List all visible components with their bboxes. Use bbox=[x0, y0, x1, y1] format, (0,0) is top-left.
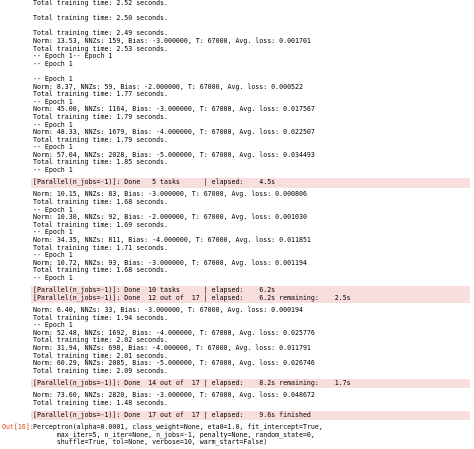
output-line: Norm: 45.00, NNZs: 1164, Bias: -3.000000, T: 67000, Avg. loss: 0.017567 bbox=[33, 105, 315, 114]
stdout-output bbox=[33, 307, 474, 375]
output-line: -- Epoch 1 bbox=[33, 59, 73, 68]
output-line: Total training time: 2.09 seconds. bbox=[33, 366, 168, 375]
output-line: Norm: 73.60, NNZs: 2820, Bias: -3.000000, T: 67000, Avg. loss: 0.048672 bbox=[33, 391, 315, 400]
output-line: -- Epoch 1 bbox=[33, 321, 73, 330]
output-line: -- Epoch 1 bbox=[33, 251, 73, 260]
out-prompt: Out[16]: bbox=[2, 423, 34, 432]
output-line: Total training time: 2.53 seconds. bbox=[33, 44, 168, 53]
output-line bbox=[33, 68, 474, 76]
output-line: -- Epoch 1 bbox=[33, 228, 73, 237]
output-line: Total training time: 1.77 seconds. bbox=[33, 90, 168, 99]
output-line: Total training time: 2.50 seconds. bbox=[33, 14, 168, 23]
stderr-output bbox=[31, 178, 470, 188]
output-line: Norm: 34.35, NNZs: 811, Bias: -4.000000, T: 67000, Avg. loss: 0.011851 bbox=[33, 236, 311, 244]
stdout-output bbox=[33, 191, 474, 282]
output-line: Norm: 8.37, NNZs: 59, Bias: -2.000000, T: 67000, Avg. loss: 0.000522 bbox=[33, 82, 303, 91]
output-line: -- Epoch 1 bbox=[33, 205, 73, 214]
output-line: Norm: 10.15, NNZs: 83, Bias: -3.000000, T: 67000, Avg. loss: 0.000806 bbox=[33, 190, 307, 199]
output-line: Total training time: 1.48 seconds. bbox=[33, 398, 168, 407]
stdout-output bbox=[33, 392, 474, 407]
output-line: -- Epoch 1 bbox=[33, 120, 73, 129]
output-line: Total training time: 2.49 seconds. bbox=[33, 29, 168, 38]
output-line: Total training time: 1.79 seconds. bbox=[33, 135, 168, 144]
stderr-output bbox=[31, 286, 470, 303]
output-line: Norm: 31.94, NNZs: 698, Bias: -4.000000, T: 67000, Avg. loss: 0.011791 bbox=[33, 343, 311, 352]
stderr-output bbox=[31, 411, 470, 421]
output-line: Total training time: 1.79 seconds. bbox=[33, 112, 168, 121]
output-line: Total training time: 1.68 seconds. bbox=[33, 198, 168, 207]
output-line: Norm: 13.53, NNZs: 159, Bias: -3.000000, T: 67000, Avg. loss: 0.001701 bbox=[33, 36, 311, 45]
output-line: Total training time: 1.68 seconds. bbox=[33, 266, 168, 275]
output-line: -- Epoch 1 bbox=[33, 97, 73, 106]
execute-result bbox=[0, 424, 474, 447]
output-line: Norm: 10.72, NNZs: 93, Bias: -3.000000, T: 67000, Avg. loss: 0.001194 bbox=[33, 258, 307, 267]
stderr-output bbox=[31, 379, 470, 389]
output-line: [Parallel(n_jobs=-1)]: Done 5 tasks | elapsed: 4.5s bbox=[33, 178, 276, 187]
output-line: Total training time: 1.94 seconds. bbox=[33, 313, 168, 322]
output-line: [Parallel(n_jobs=-1)]: Done 10 tasks | elapsed: 6.2s bbox=[33, 286, 276, 295]
output-line: Norm: 6.40, NNZs: 33, Bias: -3.000000, T: 67000, Avg. loss: 0.000194 bbox=[33, 305, 303, 314]
output-line: -- Epoch 1 bbox=[33, 143, 73, 152]
output-line: [Parallel(n_jobs=-1)]: Done 14 out of 17 | elapsed: 8.2s remaining: 1.7s bbox=[33, 378, 351, 387]
result-line: shuffle=True, tol=None, verbose=10, warm_start=False) bbox=[33, 438, 268, 447]
result-line: Perceptron(alpha=0.0001, class_weight=None, eta0=1.0, fit_intercept=True, bbox=[33, 423, 323, 432]
output-line: -- Epoch 1 bbox=[33, 166, 73, 175]
output-line: Total training time: 1.85 seconds. bbox=[33, 158, 168, 167]
output-line: Total training time: 2.01 seconds. bbox=[33, 351, 168, 360]
output-line: [Parallel(n_jobs=-1)]: Done 17 out of 17 | elapsed: 9.6s finished bbox=[33, 410, 311, 419]
output-line: -- Epoch 1 bbox=[33, 273, 73, 282]
stdout-output bbox=[33, 0, 474, 175]
output-line: Norm: 10.30, NNZs: 92, Bias: -2.000000, T: 67000, Avg. loss: 0.001030 bbox=[33, 213, 307, 222]
output-line: -- Epoch 1 bbox=[33, 74, 73, 83]
output-line: Total training time: 1.71 seconds. bbox=[33, 243, 168, 252]
output-line: Total training time: 2.02 seconds. bbox=[33, 336, 168, 345]
result-repr bbox=[33, 424, 474, 447]
output-line: Norm: 57.04, NNZs: 2028, Bias: -5.000000, T: 67000, Avg. loss: 0.034493 bbox=[33, 150, 315, 159]
result-line: max_iter=5, n_iter=None, n_jobs=-1, penalty=None, random_state=0, bbox=[33, 430, 315, 439]
output-line: Norm: 52.48, NNZs: 1692, Bias: -4.000000, T: 67000, Avg. loss: 0.025776 bbox=[33, 328, 315, 337]
output-line: Total training time: 2.52 seconds. bbox=[33, 0, 168, 7]
output-line: -- Epoch 1-- Epoch 1 bbox=[33, 52, 113, 61]
output-line: [Parallel(n_jobs=-1)]: Done 12 out of 17 | elapsed: 6.2s remaining: 2.5s bbox=[33, 293, 351, 302]
output-line: Total training time: 1.69 seconds. bbox=[33, 220, 168, 229]
output-line: Norm: 60.29, NNZs: 2085, Bias: -5.000000, T: 67000, Avg. loss: 0.026746 bbox=[33, 359, 315, 368]
output-line: Norm: 48.33, NNZs: 1679, Bias: -4.000000, T: 67000, Avg. loss: 0.022507 bbox=[33, 128, 315, 137]
